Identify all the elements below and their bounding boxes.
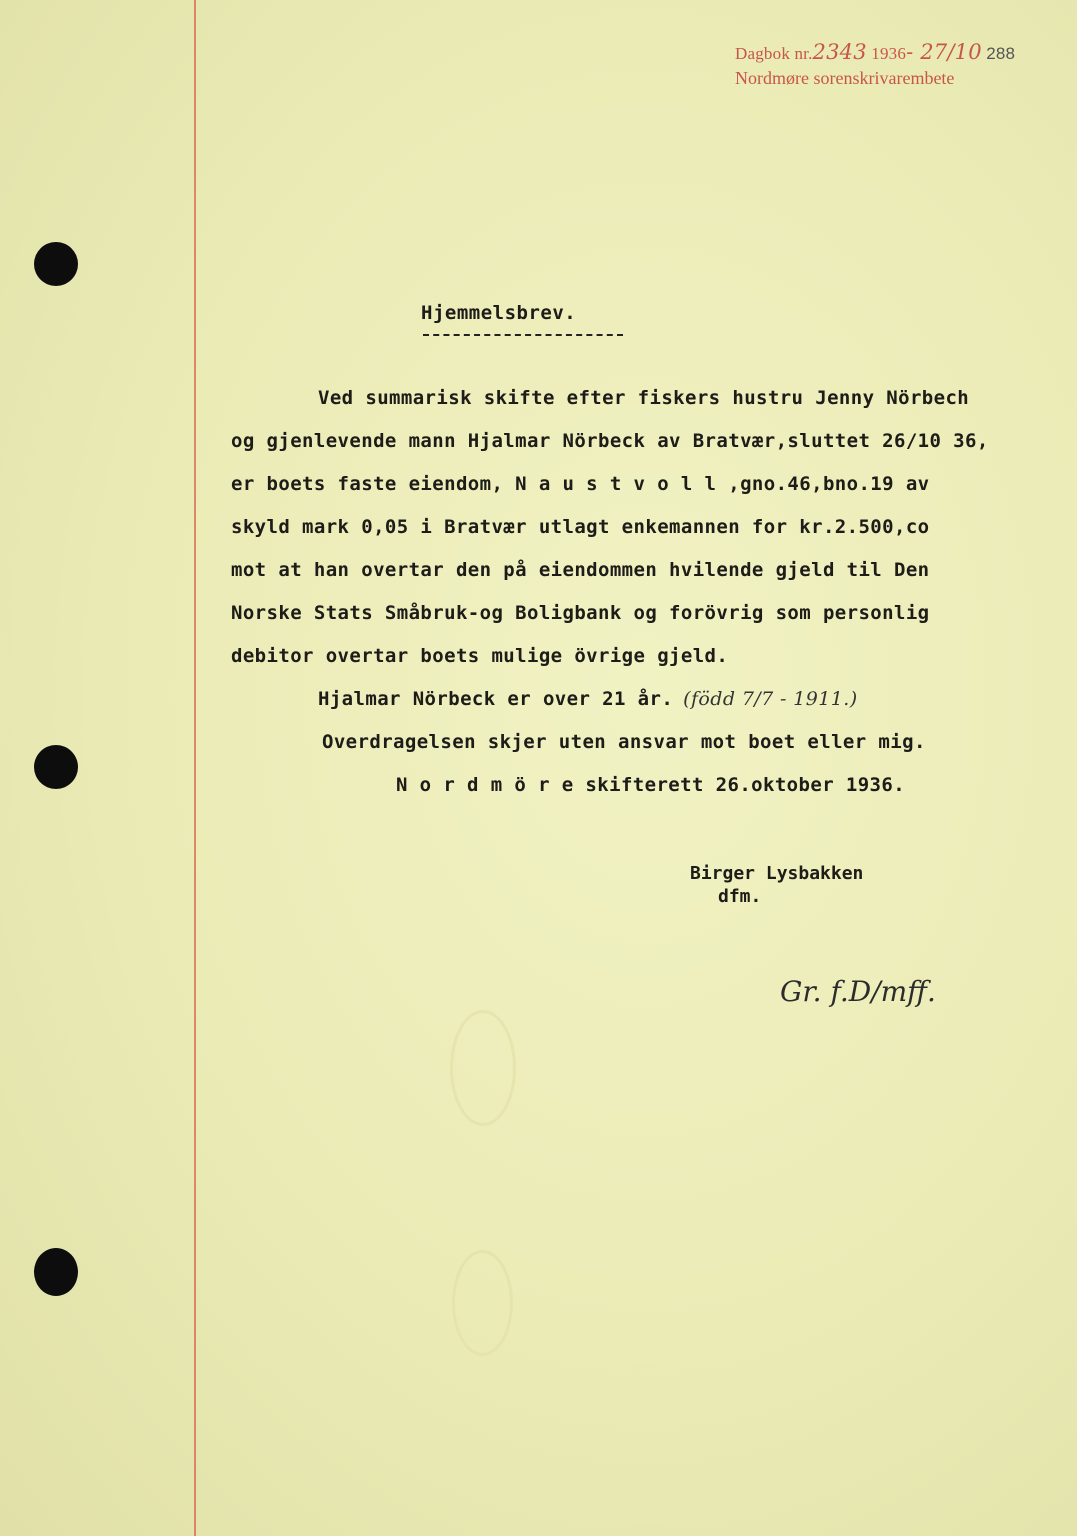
punch-hole: [34, 242, 78, 286]
transfer-statement: Overdragelsen skjer uten ansvar mot boet eller mig.: [322, 731, 926, 753]
journal-number: 2343: [812, 40, 867, 64]
body-line: Norske Stats Småbruk-og Boligbank og forövrig som personlig: [231, 602, 930, 624]
age-line: Hjalmar Nörbeck er over 21 år.: [318, 688, 674, 710]
bleed-through-mark: [450, 1010, 516, 1126]
handwritten-birth-note: (född 7/7 - 1911.): [683, 688, 858, 710]
body-line: og gjenlevende mann Hjalmar Nörbeck av Bratvær,sluttet 26/10 36,: [231, 430, 989, 452]
signatory-name: Birger Lysbakken: [690, 863, 864, 884]
stamp-prefix: Dagbok nr.: [735, 44, 813, 63]
body-line: mot at han overtar den på eiendommen hvilende gjeld til Den: [231, 559, 930, 581]
body-line: skyld mark 0,05 i Bratvær utlagt enkemannen for kr.2.500,co: [231, 516, 930, 538]
punch-hole: [34, 745, 78, 789]
stamp-office: Nordmøre sorenskrivarembete: [735, 68, 955, 88]
body-line: Ved summarisk skifte efter fiskers hustru Jenny Nörbech: [318, 387, 970, 409]
signatory-title: dfm.: [718, 886, 762, 907]
body-line: er boets faste eiendom, N a u s t v o l l ,gno.46,bno.19 av: [231, 473, 930, 495]
body-line: debitor overtar boets mulige övrige gjeld.: [231, 645, 729, 667]
document-title: Hjemmelsbrev.: [421, 302, 577, 324]
title-underline: [423, 334, 623, 336]
bleed-through-mark: [452, 1250, 513, 1356]
stamp-journal-line: [735, 40, 1015, 64]
place-date-line: N o r d m ö r e skifterett 26.oktober 1936.: [396, 774, 906, 796]
signature-block: [690, 862, 863, 908]
journal-date-note: - 27/10: [906, 40, 982, 64]
age-statement: [318, 688, 858, 710]
registry-stamp: [735, 40, 1015, 89]
handwritten-endorsement: Gr. f.D/mff.: [780, 975, 936, 1008]
page-number: 288: [986, 44, 1016, 63]
punch-hole: [34, 1248, 78, 1296]
margin-rule: [194, 0, 196, 1536]
journal-year: 1936: [871, 44, 907, 63]
